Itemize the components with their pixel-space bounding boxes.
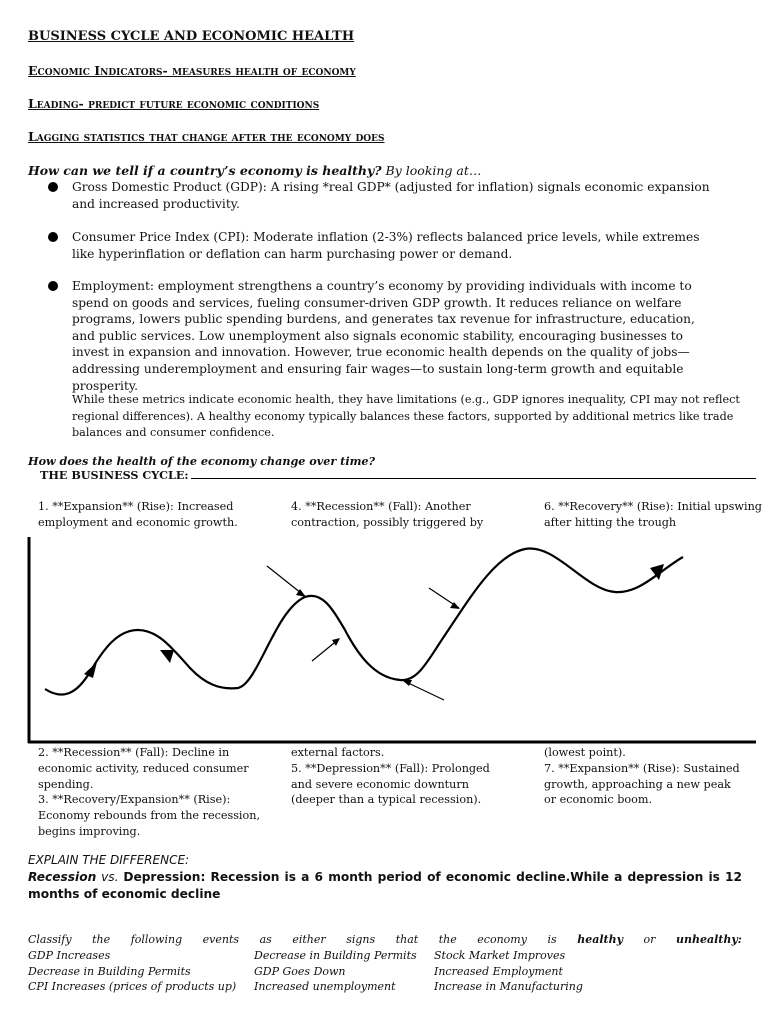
event-item: Increased Employment	[434, 964, 563, 978]
classify-word: economy	[477, 933, 527, 946]
cycle-question: How does the health of the economy change over time?	[28, 454, 376, 468]
cycle-bottom-col3-item1: (lowest point).	[544, 746, 626, 759]
bullet-gdp-text: Gross Domestic Product (GDP): A rising *real GDP* (adjusted for inflation) signals economic expansion and increased productivity.	[72, 180, 710, 211]
cycle-bottom-col3	[544, 745, 744, 808]
classify-instruction	[28, 933, 742, 946]
event-item: GDP Increases	[28, 949, 111, 962]
cycle-bottom-col1-item2: 3. **Recovery/Expansion** (Rise): Economy rebounds from the recession, begins improving.	[38, 793, 261, 838]
event-item: Decrease in Building Permits	[28, 964, 191, 978]
classify-word: that	[395, 933, 419, 946]
heading-lagging: Lagging statistics that change after the economy does	[28, 129, 385, 144]
heading-leading: Leading- predict future economic conditions	[28, 96, 320, 111]
cycle-arrowhead	[84, 662, 97, 678]
event-item: CPI Increases (prices of products up)	[28, 980, 237, 993]
event-item: Decrease in Building Permits	[254, 949, 417, 962]
event-item: Increased unemployment	[254, 980, 396, 993]
event-item: Increase in Manufacturing	[434, 980, 583, 993]
cycle-bottom-col1-item1: 2. **Recession** (Fall): Decline in economic activity, reduced consumer spending.	[38, 746, 249, 791]
pointer-arrowhead	[332, 638, 340, 646]
classify-word: either	[292, 933, 326, 946]
cycle-bottom-col1	[38, 745, 263, 840]
classify-unhealthy: unhealthy:	[675, 933, 742, 946]
classify-word: signs	[346, 933, 376, 946]
health-question-rest: By looking at…	[381, 163, 482, 178]
cycle-bottom-col2-item2: 5. **Depression** (Fall): Prolonged and severe economic downturn (deeper than a typical recession).	[291, 761, 490, 807]
term-vs: vs.	[96, 870, 124, 884]
classify-word: as	[259, 933, 272, 946]
explain-answer[interactable]	[28, 869, 742, 903]
classify-word: Classify	[28, 933, 72, 946]
event-item: Stock Market Improves	[434, 949, 566, 962]
bullet-employment-text: Employment: employment strengthens a country’s economy by providing individuals with income to spend on goods and services, fueling consumer-driven GDP growth. It reduces reliance on welfare programs, lowers public spending burdens, and generates tax revenue for infrastructure, education, and public services. Low unemployment also signals economic stability, encouraging businesses to invest in expansion and innovation. However, true economic health depends on the quality of jobs—addressing underemployment and ensuring fair wages—to sustain long-term growth and equitable prosperity.	[72, 279, 695, 393]
events-col3	[434, 948, 583, 995]
cycle-bottom-col2-item1: external factors.	[291, 746, 385, 759]
bullet-cpi-text: Consumer Price Index (CPI): Moderate inflation (2-3%) reflects balanced price levels, while extremes like hyperinflation or deflation can harm purchasing power or demand.	[72, 230, 700, 261]
page-title: BUSINESS CYCLE AND ECONOMIC HEALTH	[28, 29, 355, 44]
cycle-top-col3: 6. **Recovery** (Rise): Initial upswing after hitting the trough	[544, 500, 762, 529]
health-question-bold: How can we tell if a country’s economy is healthy?	[28, 163, 382, 178]
cycle-top-col1: 1. **Expansion** (Rise): Increased employment and economic growth.	[38, 500, 238, 529]
term-recession: Recession	[28, 870, 97, 884]
events-col1	[28, 948, 236, 995]
cycle-bottom-col2	[291, 745, 491, 808]
heading-economic-indicators: Economic Indicators- measures health of economy	[28, 63, 356, 78]
classify-word: is	[547, 933, 557, 946]
pointer-arrowhead	[402, 680, 412, 686]
cycle-arrowhead	[160, 650, 174, 663]
cycle-wave	[45, 548, 683, 694]
classify-word: the	[92, 933, 111, 946]
cycle-top-col2: 4. **Recession** (Fall): Another contraction, possibly triggered by	[291, 500, 484, 529]
events-col2	[254, 948, 417, 995]
classify-word: following	[130, 933, 183, 946]
classify-word: events	[202, 933, 240, 946]
business-cycle-label-text: THE BUSINESS CYCLE:	[40, 468, 189, 482]
classify-healthy: healthy	[577, 933, 623, 946]
cycle-bottom-col3-item2: 7. **Expansion** (Rise): Sustained growth, approaching a new peak or economic boom.	[544, 761, 740, 807]
event-item: GDP Goes Down	[254, 964, 346, 978]
term-depression: Depression	[123, 870, 201, 884]
explain-heading: EXPLAIN THE DIFFERENCE:	[28, 853, 190, 867]
classify-word: the	[438, 933, 457, 946]
explain-answer-text: : Recession is a 6 month period of economic decline.While a depression is 12 months of economic decline	[28, 870, 743, 901]
limitations-note: While these metrics indicate economic health, they have limitations (e.g., GDP ignores inequality, CPI may not reflect regional differences). A healthy economy typically balances these factors, supported by additional metrics like trade balances and consumer confidence.	[72, 393, 740, 439]
classify-or: or	[643, 933, 656, 946]
